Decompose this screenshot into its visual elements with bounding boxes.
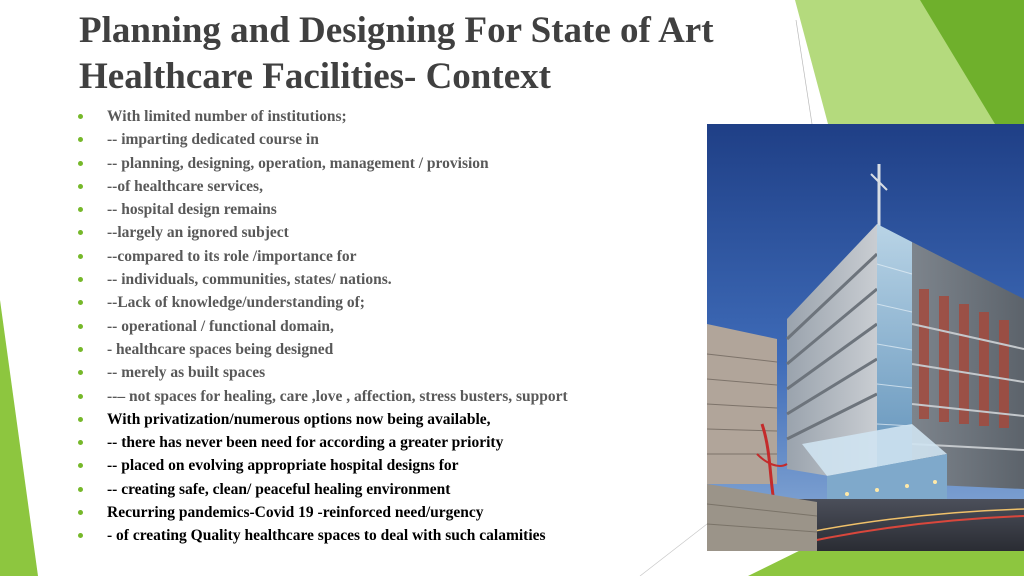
bullet-icon: [78, 230, 83, 235]
bullet-text: --of healthcare services,: [107, 177, 263, 195]
bullet-icon: [78, 324, 83, 329]
bullet-icon: [78, 207, 83, 212]
bullet-icon: [78, 161, 83, 166]
bullet-item: [78, 431, 688, 454]
bullet-icon: [78, 277, 83, 282]
bullet-icon: [78, 137, 83, 142]
bullet-icon: [78, 394, 83, 399]
bullet-icon: [78, 533, 83, 538]
bullet-item: [78, 128, 688, 151]
slide-title: Planning and Designing For State of Art Healthcare Facilities- Context: [79, 10, 714, 97]
bullet-icon: [78, 440, 83, 445]
bullet-text: -- operational / functional domain,: [107, 317, 334, 335]
bullet-text: -- hospital design remains: [107, 201, 277, 219]
bullet-text: -- there has never been need for according a greater priority: [107, 434, 504, 452]
bullet-item: [78, 175, 688, 198]
bullet-item: [78, 478, 688, 501]
bullet-icon: [78, 417, 83, 422]
bullet-text: -- creating safe, clean/ peaceful healing environment: [107, 480, 451, 498]
bullet-icon: [78, 510, 83, 515]
bullet-text: -- individuals, communities, states/ nations.: [107, 271, 392, 289]
bullet-item: [78, 105, 688, 128]
bullet-text: Recurring pandemics-Covid 19 -reinforced need/urgency: [107, 504, 484, 522]
bullet-item: [78, 408, 688, 431]
bullet-item: [78, 361, 688, 384]
bullet-item: [78, 198, 688, 221]
bullet-text: --– not spaces for healing, care ,love , affection, stress busters, support: [107, 387, 568, 405]
bullet-list: [78, 105, 688, 548]
bullet-text: With privatization/numerous options now being available,: [107, 410, 491, 428]
bullet-icon: [78, 487, 83, 492]
hospital-building-photo: [707, 124, 1024, 551]
bullet-text: - of creating Quality healthcare spaces to deal with such calamities: [107, 527, 546, 545]
bullet-text: -- placed on evolving appropriate hospital designs for: [107, 457, 459, 475]
bullet-text: -- planning, designing, operation, management / provision: [107, 154, 489, 172]
bullet-item: [78, 385, 688, 408]
bullet-item: [78, 524, 688, 547]
bullet-icon: [78, 300, 83, 305]
bullet-text: --Lack of knowledge/understanding of;: [107, 294, 365, 312]
bullet-text: With limited number of institutions;: [107, 108, 347, 125]
bullet-item: [78, 221, 688, 244]
bullet-text: --compared to its role /importance for: [107, 247, 357, 265]
bullet-icon: [78, 463, 83, 468]
left-green-triangle: [0, 300, 38, 576]
bullet-text: -- imparting dedicated course in: [107, 131, 319, 149]
bullet-icon: [78, 114, 83, 119]
bullet-text: --largely an ignored subject: [107, 224, 289, 242]
bullet-icon: [78, 347, 83, 352]
bullet-item: [78, 291, 688, 314]
bullet-text: - healthcare spaces being designed: [107, 340, 334, 358]
bullet-item: [78, 454, 688, 477]
bullet-icon: [78, 254, 83, 259]
bullet-item: [78, 501, 688, 524]
bullet-item: [78, 152, 688, 175]
bullet-item: [78, 268, 688, 291]
bullet-item: [78, 245, 688, 268]
bullet-text: -- merely as built spaces: [107, 364, 266, 382]
bullet-item: [78, 338, 688, 361]
bullet-item: [78, 315, 688, 338]
bullet-icon: [78, 184, 83, 189]
bullet-icon: [78, 370, 83, 375]
